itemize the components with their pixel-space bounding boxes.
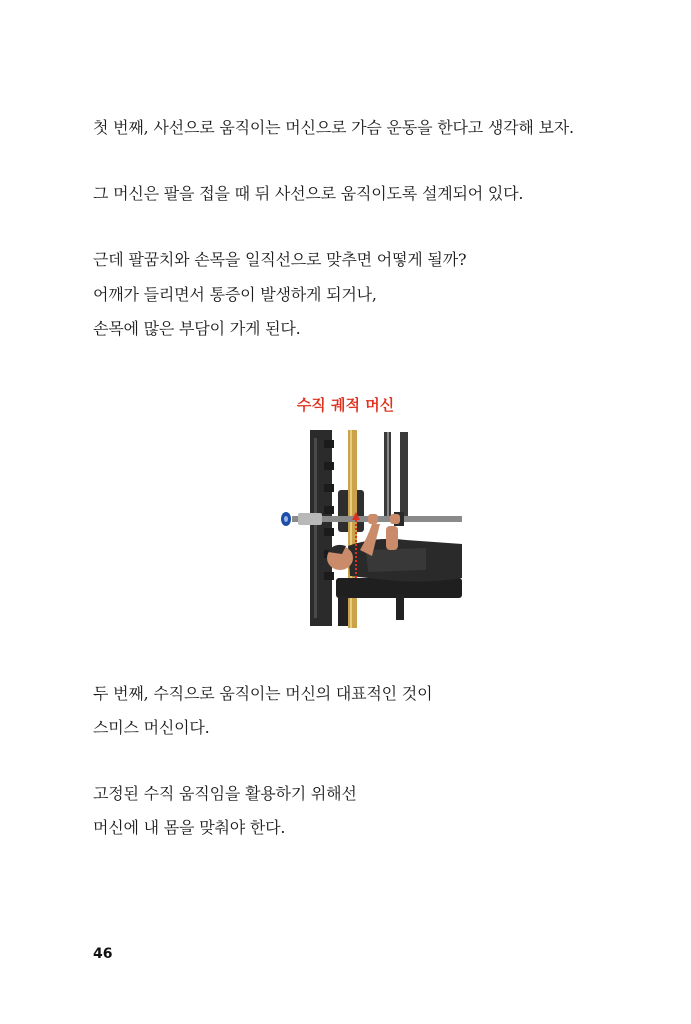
paragraph-2-line-1: 그 머신은 팔을 접을 때 뒤 사선으로 움직이도록 설계되어 있다.	[93, 184, 524, 203]
paragraph-1-line-1: 첫 번째, 사선으로 움직이는 머신으로 가슴 운동을 한다고 생각해 보자.	[93, 118, 574, 137]
paragraph-3-line-3: 손목에 많은 부담이 가게 된다.	[93, 319, 301, 338]
paragraph-3-line-2: 어깨가 들리면서 통증이 발생하게 되거나,	[93, 285, 377, 304]
figure-caption: 수직 궤적 머신	[296, 396, 395, 414]
paragraph-4-line-1: 두 번째, 수직으로 움직이는 머신의 대표적인 것이	[93, 684, 433, 703]
smith-machine-photo	[276, 428, 464, 628]
paragraph-3-line-1: 근데 팔꿈치와 손목을 일직선으로 맞추면 어떻게 될까?	[93, 250, 467, 269]
paragraph-5-line-2: 머신에 내 몸을 맞춰야 한다.	[93, 818, 286, 837]
paragraph-5-line-1: 고정된 수직 움직임을 활용하기 위해선	[93, 784, 357, 803]
paragraph-4-line-2: 스미스 머신이다.	[93, 718, 210, 737]
page-number: 46	[93, 946, 113, 962]
